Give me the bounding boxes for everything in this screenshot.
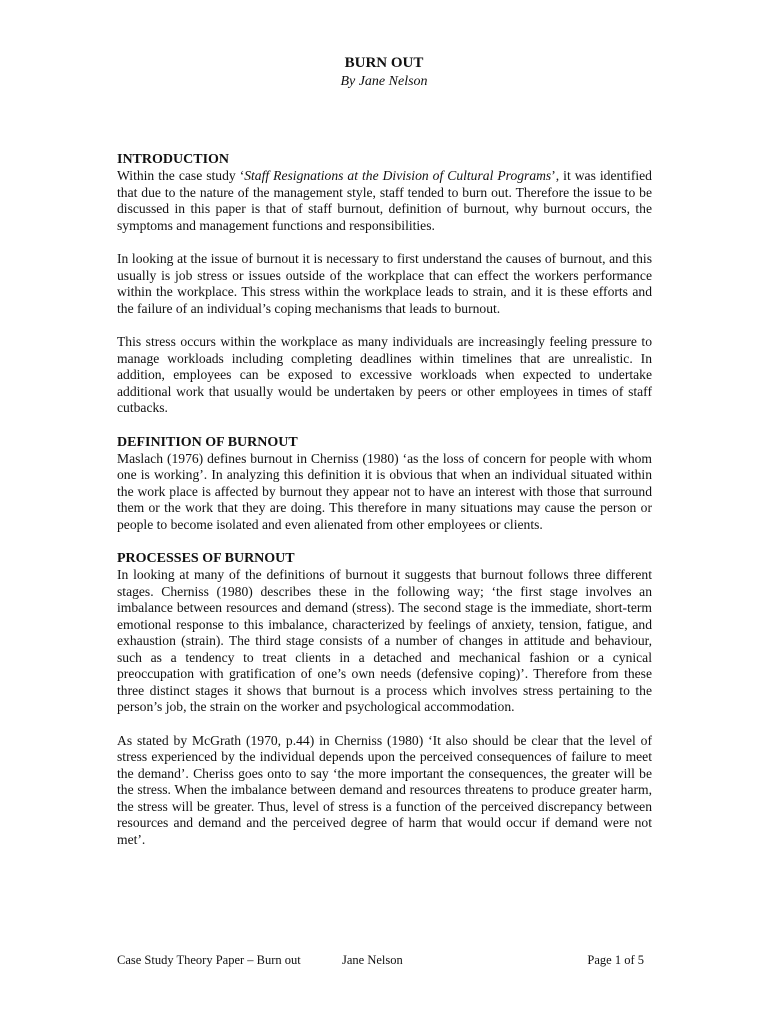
document-body	[117, 151, 652, 848]
case-study-title: Staff Resignations at the Division of Cultural Programs	[244, 168, 552, 183]
intro-paragraph-1	[117, 168, 652, 234]
footer-page-number: Page 1 of 5	[587, 953, 644, 967]
section-heading-definition: DEFINITION OF BURNOUT	[117, 434, 298, 450]
intro-paragraph-3: This stress occurs within the workplace as many individuals are increasingly feeling pressure to manage workloads including completing deadlines within timelines that are unrealistic. In addition, employees can be exposed to excessive workloads when expected to undertake additional work that usually would be undertaken by peers or other employees in times of staff cutbacks.	[117, 334, 652, 415]
section-heading-introduction: INTRODUCTION	[117, 152, 230, 167]
document-title: BURN OUT	[344, 55, 424, 71]
processes-paragraph-2: As stated by McGrath (1970, p.44) in Cherniss (1980) ‘It also should be clear that the level of stress experienced by the individual depends upon the perceived consequences of failure to meet the demand’. Cheriss goes onto to say ‘the more important the consequences, the greater will be the stress. When the imbalance between demand and resources threatens to produce greater harm, the stress will be greater. Thus, level of stress is a function of the perceived discrepancy between resources and demand and the perceived degree of harm that would occur if demand were not met’.	[117, 732, 652, 847]
intro-p1-text-end: ’, it was identified that due to the nature of the management style, staff tended to burn out. Therefore the issue to be discussed in this paper is that of staff burnout, definition of burnout, why burnout occurs, the symptoms and management functions and responsibilities.	[117, 168, 652, 233]
page-footer	[117, 951, 652, 969]
intro-p1-text-start: Within the case study ‘	[117, 168, 245, 183]
footer-paper-title: Case Study Theory Paper – Burn out	[117, 953, 301, 967]
processes-paragraph-1: In looking at many of the definitions of burnout it suggests that burnout follows three different stages. Cherniss (1980) describes these in the following way; ‘the first stage involves an imbalance between resources and demand (stress). The second stage is the immediate, short-term emotional response to this imbalance, characterized by feelings of anxiety, tension, fatigue, and exhaustion (strain). The third stage consists of a number of changes in attitude and behaviour, such as a tendency to treat clients in a detached and mechanical fashion or a cynical preoccupation with gratification of one’s own needs (defensive coping)’. Therefore from these three distinct stages it shows that burnout is a process which involves stress pertaining to the person’s job, the strain on the worker and psychological accommodation.	[117, 567, 652, 714]
document-byline: By Jane Nelson	[340, 74, 428, 89]
intro-paragraph-2: In looking at the issue of burnout it is necessary to first understand the causes of burnout, and this usually is job stress or issues outside of the workplace that can effect the workers performance within the workplace. This stress within the workplace leads to strain, and it is these efforts and the failure of an individual’s coping mechanisms that leads to burnout.	[117, 251, 652, 316]
definition-paragraph-1: Maslach (1976) defines burnout in Cherniss (1980) ‘as the loss of concern for people with whom one is working’. In analyzing this definition it is obvious that when an individual situated within the work place is affected by burnout they appear not to have an interest with those that surround them or the work that they are doing. This therefore in many situations may cause the person or people to become isolated and even alienated from other employees or clients.	[117, 450, 652, 532]
section-heading-processes: PROCESSES OF BURNOUT	[117, 551, 295, 566]
footer-author: Jane Nelson	[342, 953, 403, 967]
